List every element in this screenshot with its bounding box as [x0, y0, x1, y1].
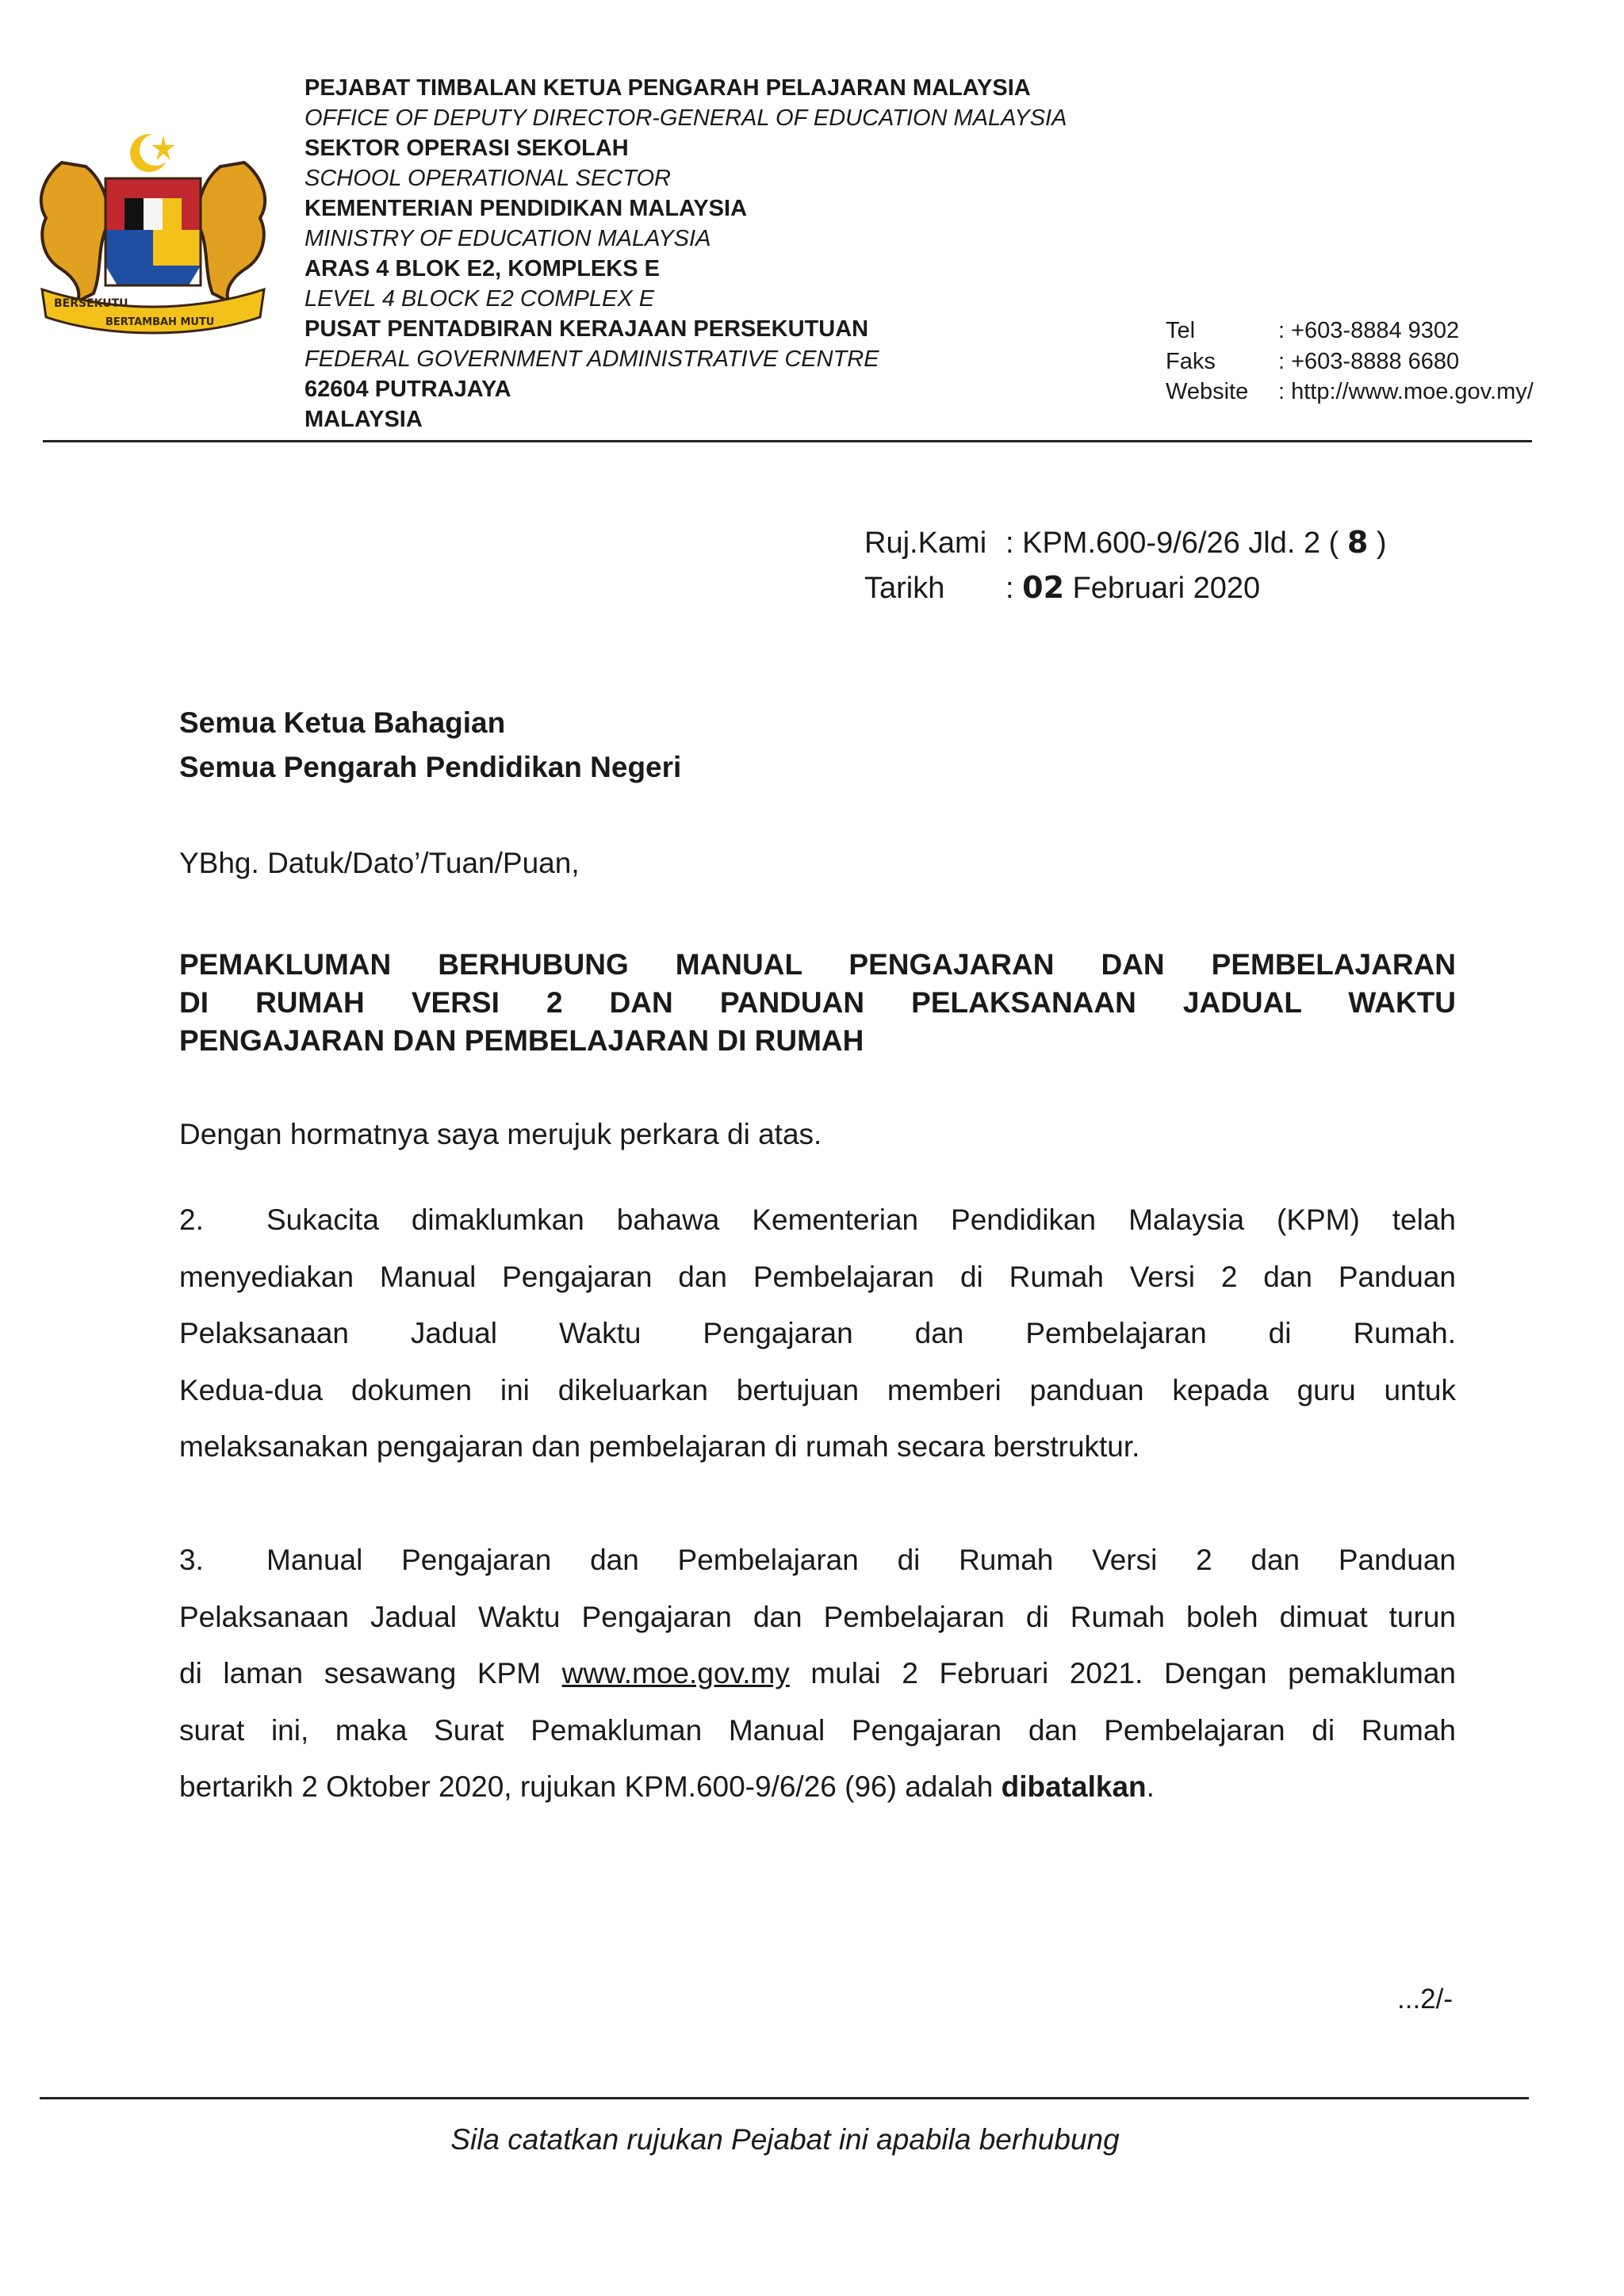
letterhead-line: PEJABAT TIMBALAN KETUA PENGARAH PELAJARAN MALAYSIA	[304, 75, 1031, 101]
paragraph-line: surat ini, maka Surat Pemakluman Manual Pengajaran dan Pembelajaran di Rumah	[179, 1713, 1456, 1747]
paragraph-2	[179, 1192, 1456, 1475]
right-tiger-icon	[198, 163, 265, 301]
paragraph-text: mulai 2 Februari 2021. Dengan pemakluman	[789, 1657, 1456, 1689]
paragraph-3	[179, 1532, 1456, 1816]
letter-subject	[179, 946, 1456, 1060]
handwritten-number: 8	[1346, 525, 1369, 560]
handwritten-day: 02	[1022, 570, 1065, 605]
subject-line: DI RUMAH VERSI 2 DAN PANDUAN PELAKSANAAN JADUAL WAKTU	[179, 986, 1456, 1019]
contact-label: Faks	[1166, 348, 1216, 374]
letterhead-line: MALAYSIA	[304, 407, 423, 432]
letterhead-line: ARAS 4 BLOK E2, KOMPLEKS E	[304, 256, 660, 281]
reference-number	[864, 520, 1387, 565]
letterhead-line: SCHOOL OPERATIONAL SECTOR	[304, 166, 671, 191]
letterhead-line: SEKTOR OPERASI SEKOLAH	[304, 136, 629, 161]
motto-text-center: BERTAMBAH MUTU	[105, 316, 215, 328]
letterhead-line: OFFICE OF DEPUTY DIRECTOR-GENERAL OF EDUCATION MALAYSIA	[304, 105, 1067, 131]
paragraph-number: 3.	[179, 1544, 204, 1576]
paragraph-text: Manual Pengajaran dan Pembelajaran di Rumah Versi 2 dan Panduan	[266, 1544, 1456, 1576]
date-colon: :	[1005, 572, 1014, 605]
contact-info	[1166, 316, 1534, 408]
contact-value[interactable]: : http://www.moe.gov.my/	[1278, 379, 1534, 404]
footer-note: Sila catatkan rujukan Pejabat ini apabila berhubung	[450, 2123, 1120, 2156]
reference-block	[864, 520, 1387, 610]
date-label: Tarikh	[864, 572, 945, 605]
reference-close: )	[1376, 526, 1387, 560]
contact-tel	[1166, 316, 1534, 346]
contact-label: Tel	[1166, 318, 1196, 343]
paragraph-line: Pelaksanaan Jadual Waktu Pengajaran dan Pembelajaran di Rumah boleh dimuat turun	[179, 1600, 1456, 1633]
subject-line: PENGAJARAN DAN PEMBELAJARAN DI RUMAH	[179, 1024, 864, 1057]
cancelled-emphasis: dibatalkan	[1001, 1770, 1147, 1803]
paragraph-line: Kedua-dua dokumen ini dikeluarkan bertujuan memberi panduan kepada guru untuk	[179, 1373, 1456, 1406]
crescent-star-icon	[130, 134, 175, 172]
paragraph-line: Pelaksanaan Jadual Waktu Pengajaran dan Pembelajaran di Rumah.	[179, 1317, 1456, 1349]
paragraph-text: .	[1146, 1770, 1155, 1803]
addressee-block	[179, 701, 681, 790]
date-value: Februari 2020	[1072, 572, 1261, 605]
letterhead-line: FEDERAL GOVERNMENT ADMINISTRATIVE CENTRE	[304, 346, 879, 372]
footer-divider	[40, 2097, 1529, 2099]
letterhead-line: PUSAT PENTADBIRAN KERAJAAN PERSEKUTUAN	[304, 316, 869, 342]
moe-website-link[interactable]: www.moe.gov.my	[561, 1657, 790, 1689]
letterhead-line: MINISTRY OF EDUCATION MALAYSIA	[304, 226, 711, 251]
paragraph-number: 2.	[179, 1203, 204, 1236]
paragraph-text: di laman sesawang KPM	[179, 1657, 562, 1689]
letterhead-divider	[43, 440, 1532, 442]
reference-date	[864, 565, 1387, 610]
addressee-line: Semua Ketua Bahagian	[179, 706, 506, 739]
contact-website	[1166, 377, 1534, 408]
paragraph-text: bertarikh 2 Oktober 2020, rujukan KPM.600-9/6/26 (96) adalah	[179, 1770, 1002, 1803]
paragraph-text: Sukacita dimaklumkan bahawa Kementerian Pendidikan Malaysia (KPM) telah	[266, 1203, 1456, 1236]
paragraph-line	[179, 1192, 1456, 1249]
contact-value: : +603-8888 6680	[1278, 348, 1460, 374]
paragraph-line: melaksanakan pengajaran dan pembelajaran di rumah secara berstruktur.	[179, 1430, 1140, 1463]
contact-value: : +603-8884 9302	[1278, 318, 1460, 343]
paragraph-line: menyediakan Manual Pengajaran dan Pembelajaran di Rumah Versi 2 dan Panduan	[179, 1260, 1456, 1293]
subject-line: PEMAKLUMAN BERHUBUNG MANUAL PENGAJARAN DAN PEMBELAJARAN	[179, 948, 1456, 981]
page-continuation: ...2/-	[1397, 1984, 1454, 2015]
malaysia-coat-of-arms-logo	[30, 131, 276, 345]
contact-label: Website	[1166, 379, 1249, 404]
letterhead-line: LEVEL 4 BLOCK E2 COMPLEX E	[304, 286, 655, 312]
letterhead-line: 62604 PUTRAJAYA	[304, 377, 511, 402]
paragraph-line	[179, 1758, 1456, 1816]
salutation: YBhg. Datuk/Dato’/Tuan/Puan,	[179, 847, 580, 879]
letterhead-line: KEMENTERIAN PENDIDIKAN MALAYSIA	[304, 196, 748, 221]
paragraph-line	[179, 1532, 1456, 1589]
contact-fax	[1166, 346, 1534, 377]
reference-label: Ruj.Kami	[864, 526, 987, 560]
letterhead-address	[304, 73, 1067, 434]
shield-icon	[105, 178, 201, 285]
motto-text-left: BERSEKUTU	[54, 297, 128, 310]
left-tiger-icon	[41, 163, 108, 301]
reference-value: : KPM.600-9/6/26 Jld. 2 (	[1005, 526, 1339, 560]
addressee-line: Semua Pengarah Pendidikan Negeri	[179, 751, 682, 783]
paragraph-line	[179, 1645, 1456, 1702]
opening-paragraph: Dengan hormatnya saya merujuk perkara di atas.	[179, 1118, 822, 1150]
